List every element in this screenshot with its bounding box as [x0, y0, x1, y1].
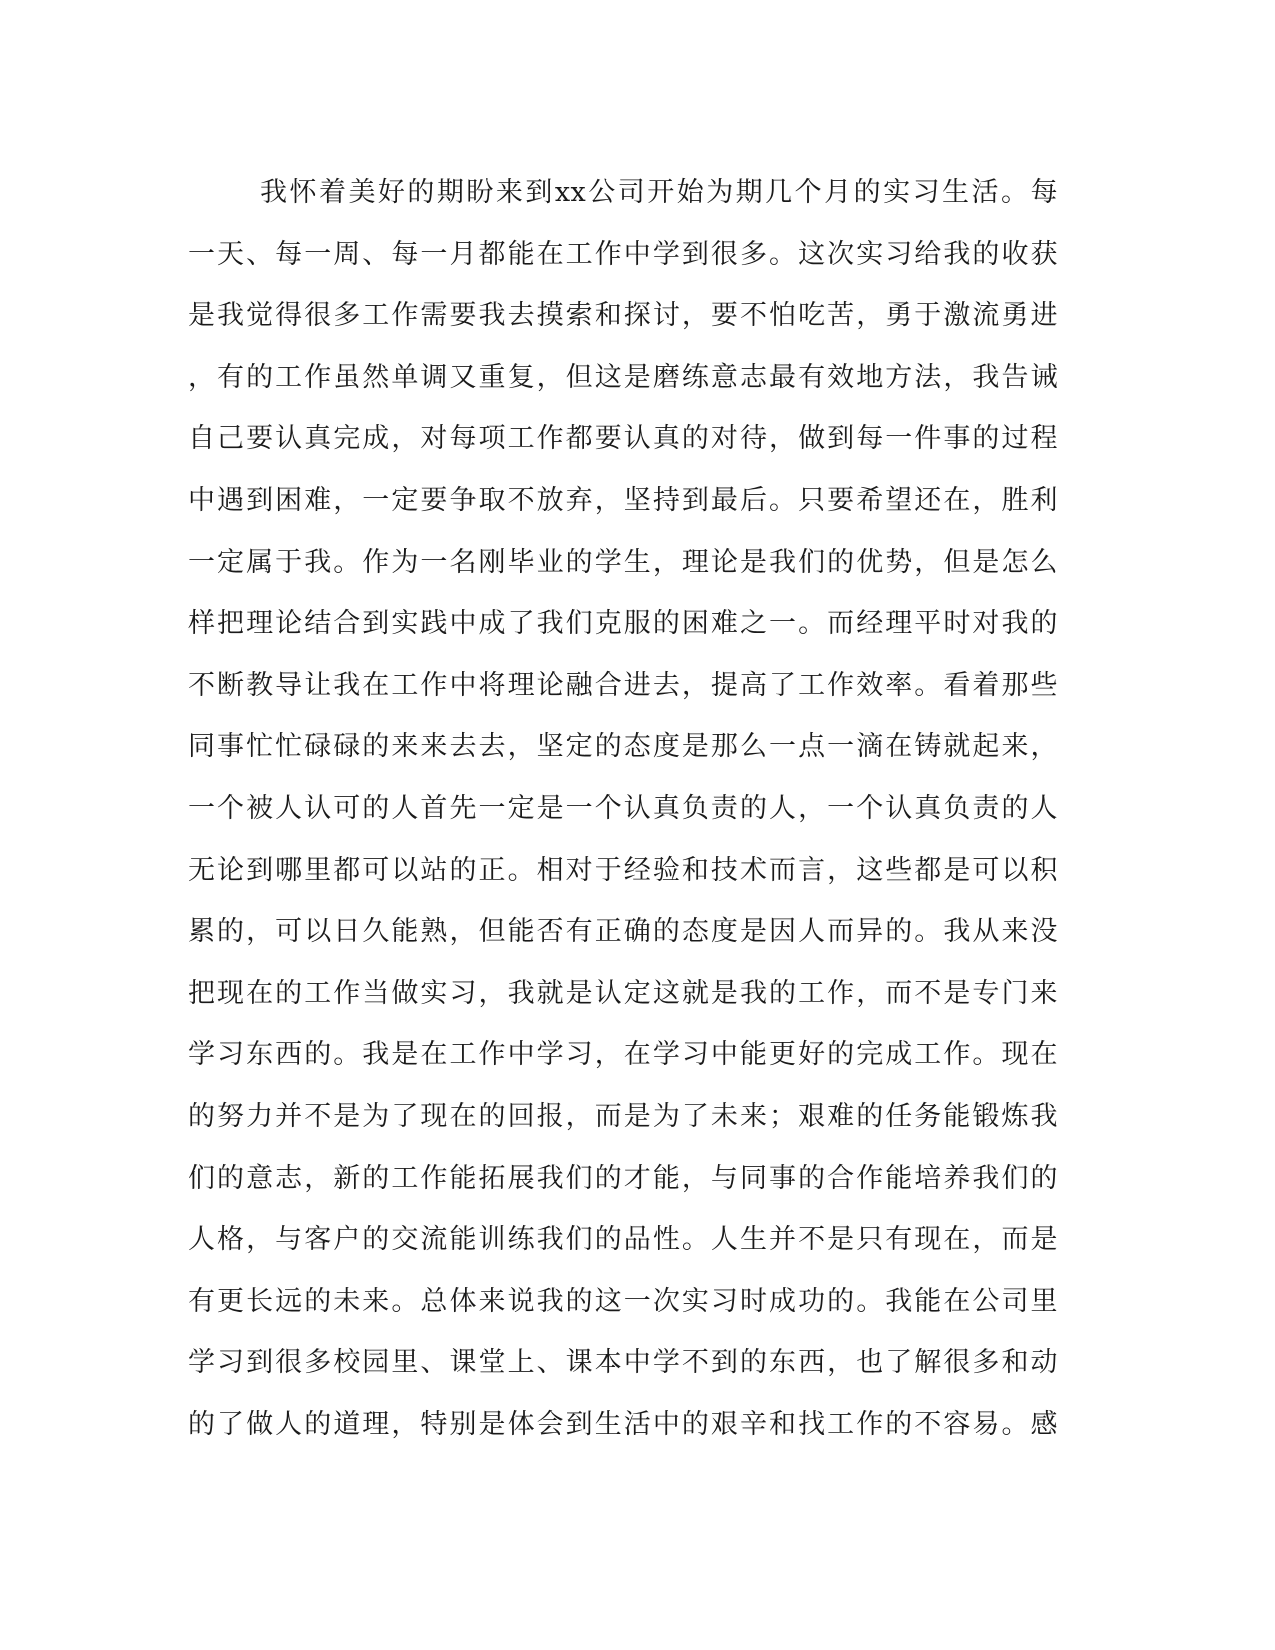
text-line: 累的，可以日久能熟，但能否有正确的态度是因人而异的。我从来没 [188, 916, 1058, 948]
text-line: 我怀着美好的期盼来到xx公司开始为期几个月的实习生活。每 [260, 177, 1058, 208]
text-line: 一个被人认可的人首先一定是一个认真负责的人，一个认真负责的人 [188, 792, 1058, 824]
text-line: 一天、每一周、每一月都能在工作中学到很多。这次实习给我的收获 [188, 238, 1058, 270]
text-line: 的努力并不是为了现在的回报，而是为了未来；艰难的任务能锻炼我 [188, 1100, 1058, 1132]
text-line: 一定属于我。作为一名刚毕业的学生，理论是我们的优势，但是怎么 [188, 546, 1058, 578]
text-line: 学习东西的。我是在工作中学习，在学习中能更好的完成工作。现在 [188, 1039, 1058, 1071]
text-line: ，有的工作虽然单调又重复，但这是磨练意志最有效地方法，我告诫 [188, 361, 1058, 393]
text-line: 把现在的工作当做实习，我就是认定这就是我的工作，而不是专门来 [188, 977, 1058, 1009]
text-line: 无论到哪里都可以站的正。相对于经验和技术而言，这些都是可以积 [188, 854, 1058, 886]
text-line: 样把理论结合到实践中成了我们克服的困难之一。而经理平时对我的 [188, 608, 1058, 640]
text-line: 人格，与客户的交流能训练我们的品性。人生并不是只有现在，而是 [188, 1224, 1058, 1256]
text-line: 自己要认真完成，对每项工作都要认真的对待，做到每一件事的过程 [188, 423, 1058, 455]
text-line: 是我觉得很多工作需要我去摸索和探讨，要不怕吃苦，勇于激流勇进 [188, 300, 1058, 332]
text-line: 有更长远的未来。总体来说我的这一次实习时成功的。我能在公司里 [188, 1285, 1058, 1317]
text-line: 学习到很多校园里、课堂上、课本中学不到的东西，也了解很多和动 [188, 1347, 1058, 1379]
text-line: 同事忙忙碌碌的来来去去，坚定的态度是那么一点一滴在铸就起来， [188, 731, 1058, 763]
body-paragraph [188, 162, 1058, 1455]
text-line: 们的意志，新的工作能拓展我们的才能，与同事的合作能培养我们的 [188, 1162, 1058, 1194]
text-line: 不断教导让我在工作中将理论融合进去，提高了工作效率。看着那些 [188, 669, 1058, 701]
text-line: 中遇到困难，一定要争取不放弃，坚持到最后。只要希望还在，胜利 [188, 484, 1058, 516]
text-line: 的了做人的道理，特别是体会到生活中的艰辛和找工作的不容易。感 [188, 1408, 1058, 1440]
